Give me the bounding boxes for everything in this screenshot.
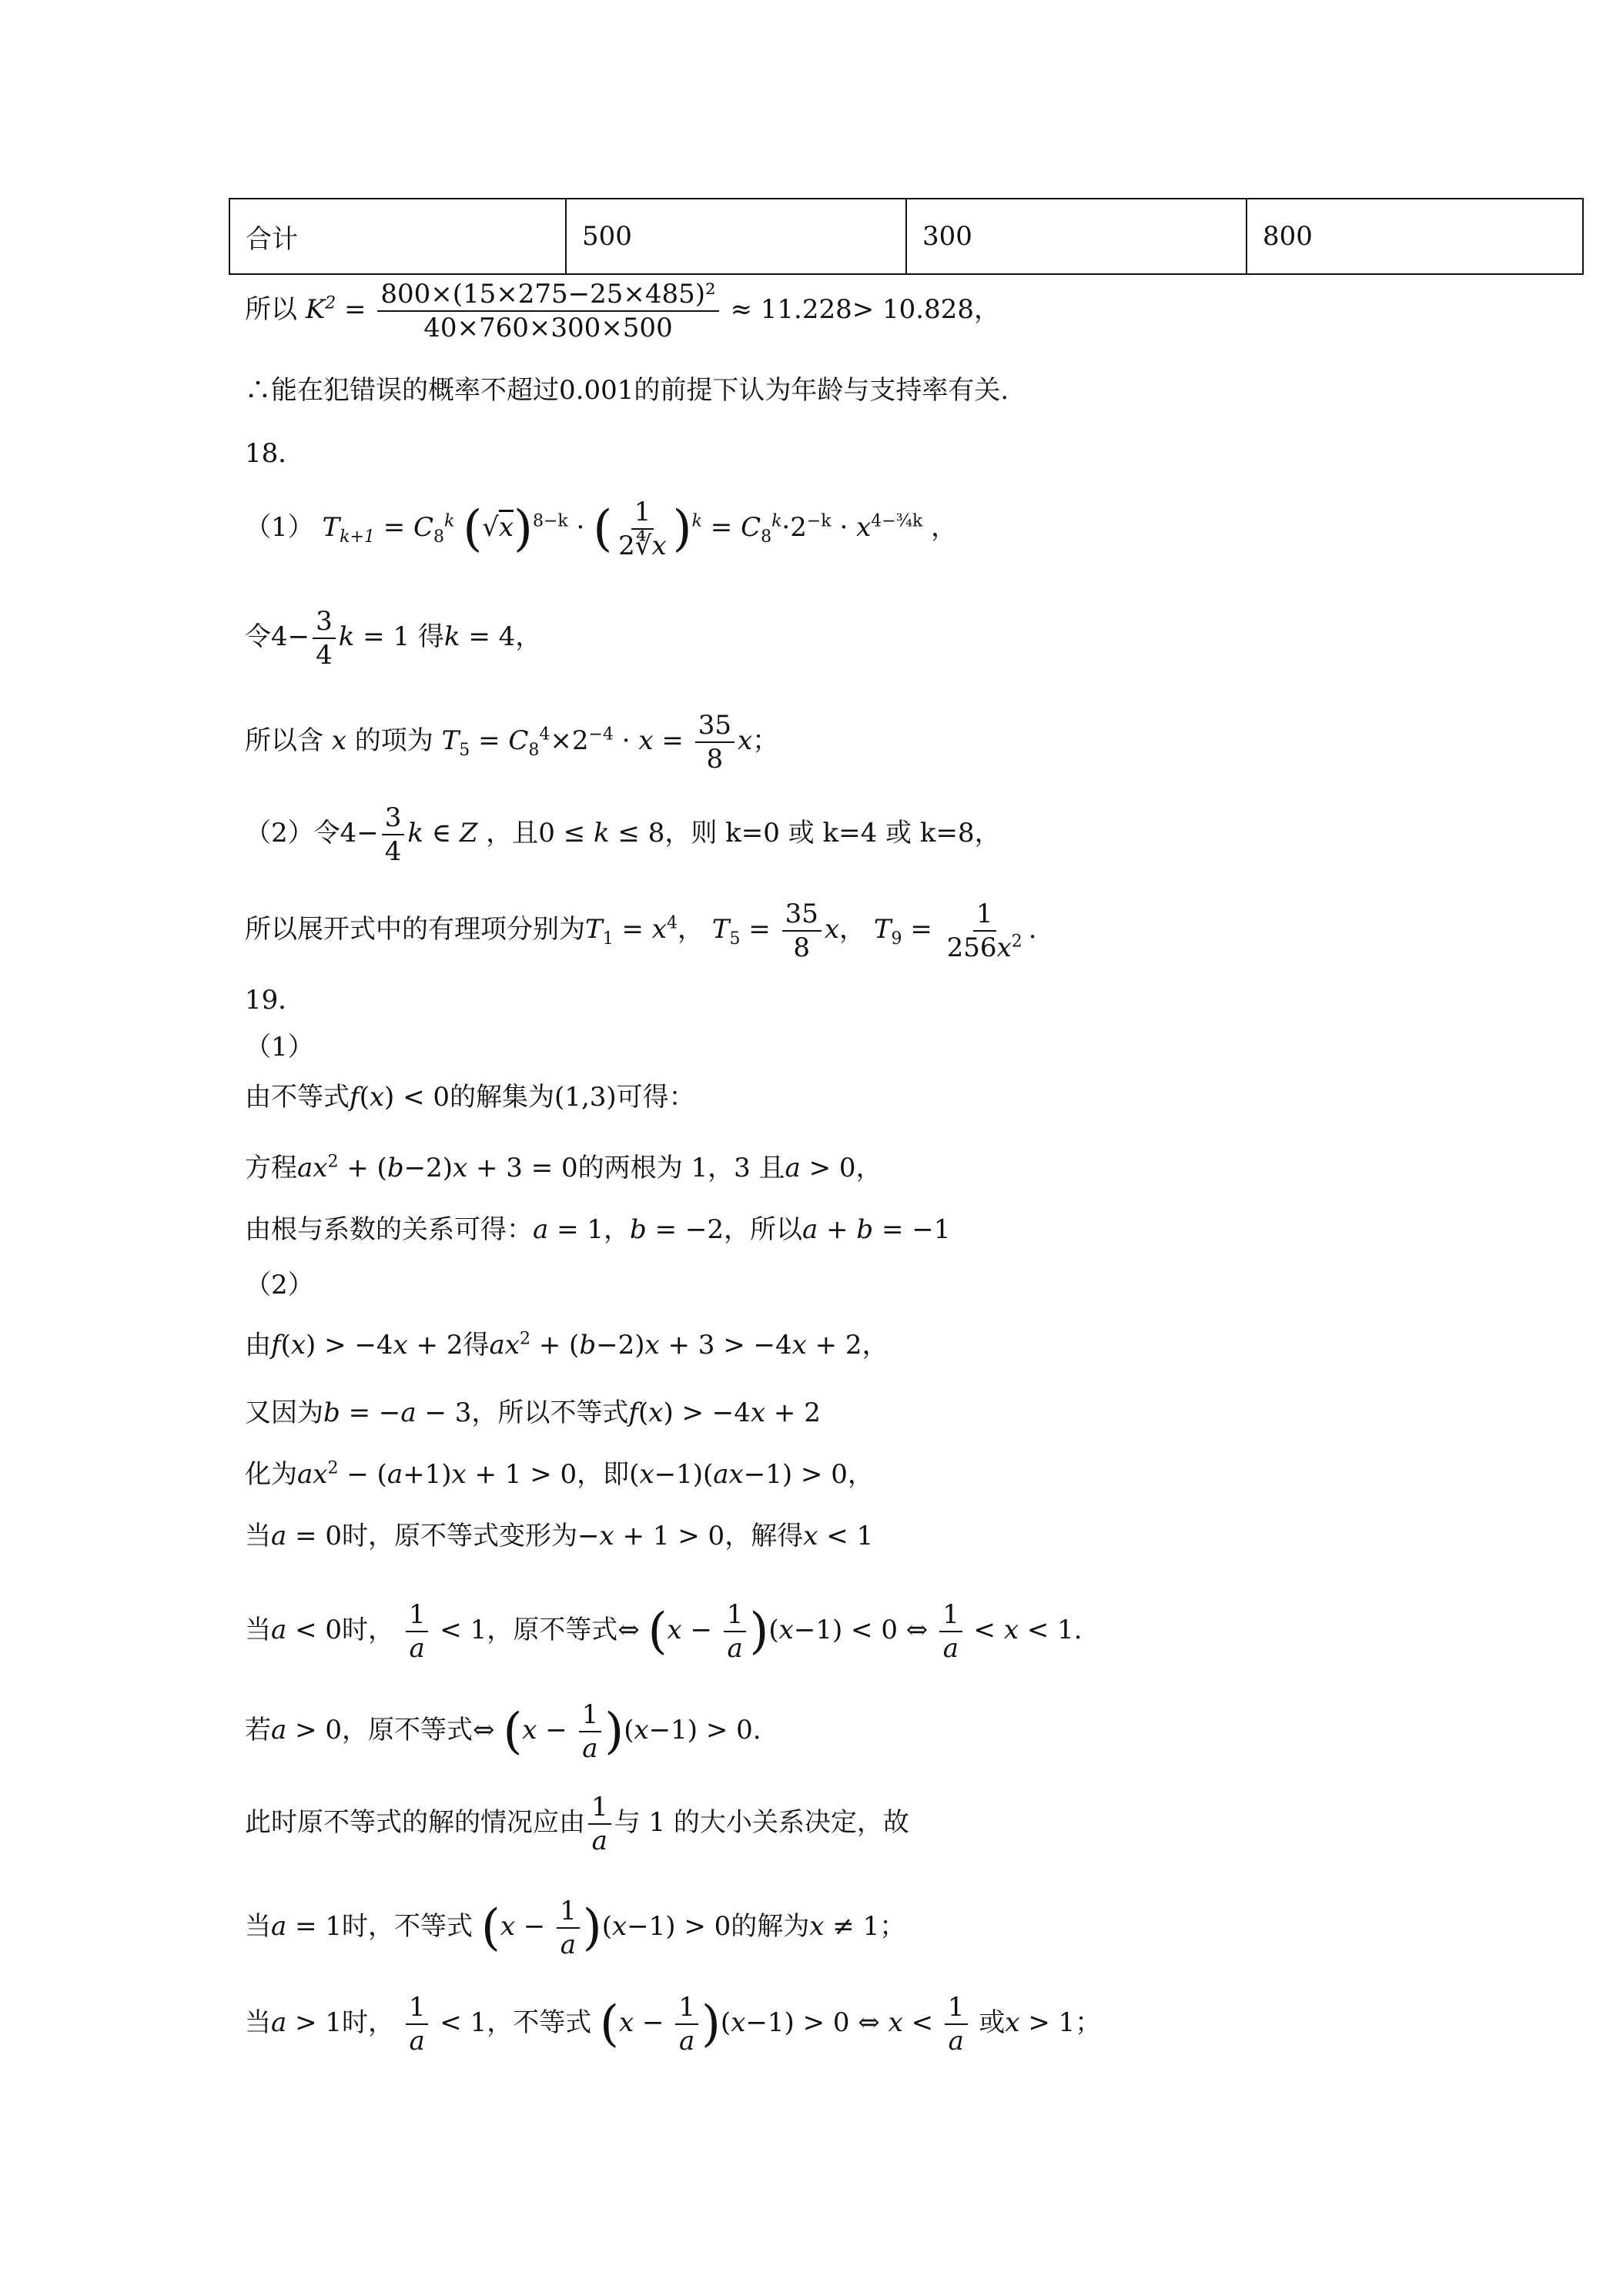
q19-line5: 又因为b = −a − 3，所以不等式f(x) > −4x + 2 (245, 1397, 821, 1428)
k2-denominator: 40×760×300×500 (423, 313, 673, 343)
total-cell-2: 300 (906, 199, 1247, 274)
q19-line4: 由f(x) > −4x + 2得$ax^2 + (b-2)x + 3 > -4x + 2$， (245, 1329, 888, 1361)
table-row (229, 199, 1583, 274)
conclusion-text: ∴能在犯错误的概率不超过0.001的前提下认为年龄与支持率有关. (245, 375, 1009, 406)
q19-line9: 若a > 0，原不等式⇔ (x − $\frac{1}{a}$ )(x−1) > 0. (245, 1699, 761, 1764)
q18-part2-line: （2）令4− $\frac{3}{4}$ k ∈ Z ，且0 ≤ k ≤ 8，则 k=0 或 k=4 或 k=8， (245, 802, 1001, 867)
q18-part1-line: （1） $T_{k+1} = C_8^k$ $(√x)^{8-k}$ · ( $\frac{1}{2∜x}$ )$^k = C_8^k\cdot 2^{-k} \cdot x^{4-\frac{3}{4}k}$ ， (245, 497, 958, 561)
k2-result: ≈ 11.228> 10.828， (730, 294, 1000, 325)
k2-line: 所以 $K^2$ = $\frac{\text{800×(15×275−25×485)²}}{40\times 760\times 300\times 500}$ ≈ 11.228> 10.828， (245, 279, 1000, 343)
q19-part1-label: （1） (245, 1032, 314, 1063)
total-cell-1: 500 (566, 199, 906, 274)
q19-part2-label: （2） (245, 1270, 314, 1300)
q18-number: 18． (245, 438, 305, 469)
total-cell-3: 800 (1247, 199, 1583, 274)
q18-line5: 所以展开式中的有理项分别为$T_1 = x^4$， $T_5$ = $\frac{35}{8}$ x， $T_9$ = $\frac{1}{256x^2}$ . (245, 899, 1037, 963)
total-row-table (229, 198, 1584, 275)
q19-line2: 方程$ax^2 + (b-2)x + 3 = 0$的两根为 1，3 且a > 0， (245, 1152, 882, 1183)
q19-number: 19． (245, 985, 305, 1016)
k2-numerator: 800×(15×275−25×485)² (377, 281, 718, 312)
q19-line12: 当a > 1时， $\frac{1}{a}$ < 1，不等式 (x − $\frac{1}{a}$ )(x−1) > 0 ⇔ x < $\frac{1}{a}$ 或x > 1； (245, 1992, 1102, 2057)
q19-line8: 当a < 0时， $\frac{1}{a}$ < 1，原不等式⇔ (x − $\frac{1}{a}$ )(x−1) < 0 ⇔ $\frac{1}{a}$ < x < 1. (245, 1599, 1083, 1664)
q19-line6: 化为$ax^2 - (a+1)x + 1 > 0$，即(x−1)(ax−1) > 0， (245, 1458, 874, 1490)
q18-line3: 所以含 x 的项为 $T_5 = C_8^4\times 2^{-4} \cdot x$ = $\frac{35}{8}$ x； (245, 710, 779, 775)
q19-line11: 当a = 1时，不等式 (x − $\frac{1}{a}$ )(x−1) > 0的解为x ≠ 1； (245, 1896, 906, 1960)
q19-line1: 由不等式f(x) < 0的解集为(1,3)可得： (245, 1082, 695, 1113)
q19-line3: 由根与系数的关系可得：a = 1，b = −2，所以a + b = −1 (245, 1214, 951, 1245)
q19-line7: 当a = 0时，原不等式变形为−x + 1 > 0，解得x < 1 (245, 1521, 874, 1551)
q19-line10: 此时原不等式的解的情况应由 $\frac{1}{a}$ 与 1 的大小关系决定，故 (245, 1792, 909, 1856)
total-label-cell: 合计 (229, 199, 566, 274)
q18-line2: 令4− $\frac{3}{4}$ k = 1 得k = 4， (245, 606, 542, 671)
k2-prefix: 所以 (245, 294, 297, 325)
k2-fraction (377, 281, 718, 341)
